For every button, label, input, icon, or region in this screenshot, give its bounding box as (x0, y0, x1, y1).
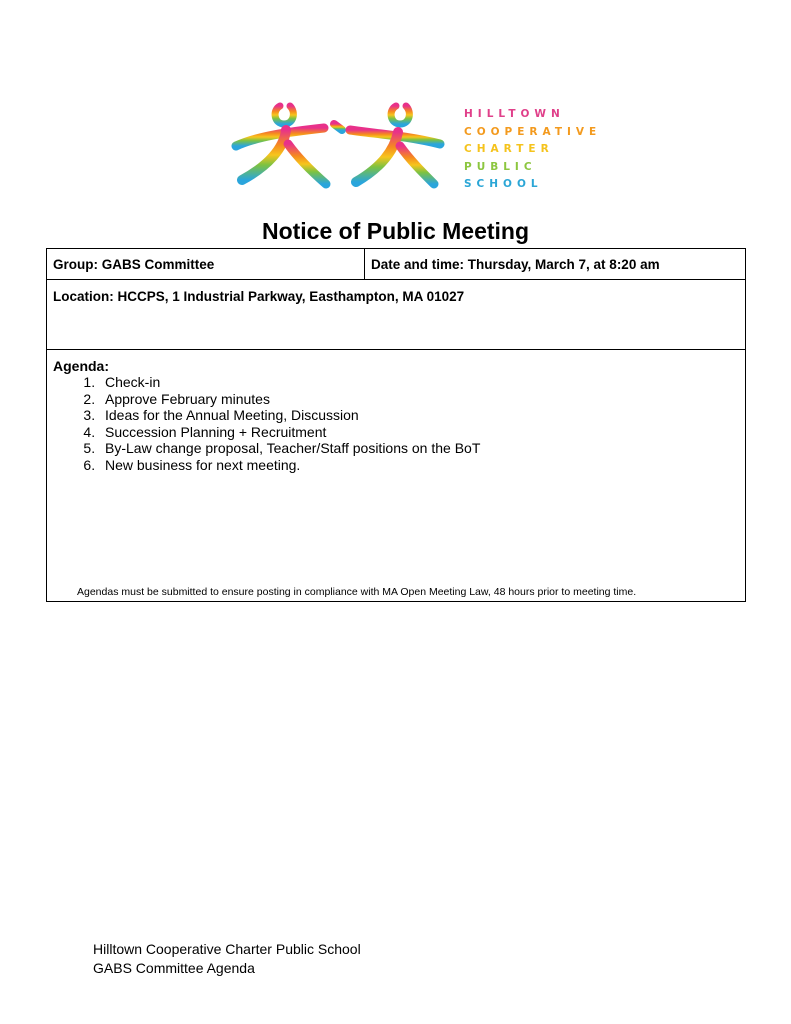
agenda-item: 6. New business for next meeting. (99, 457, 739, 474)
logo-line-public: PUBLIC (464, 160, 537, 173)
logo-wordmark (464, 106, 601, 194)
disclaimer-text: Agendas must be submitted to ensure posting in compliance with MA Open Meeting Law, 48 hours prior to meeting time. (77, 586, 637, 598)
school-logo (228, 100, 602, 192)
page-title: Notice of Public Meeting (261, 218, 530, 244)
group-cell: Group: GABS Committee (47, 249, 365, 280)
agenda-list (53, 374, 739, 473)
agenda-cell (47, 350, 746, 602)
agenda-item: 4. Succession Planning + Recruitment (99, 424, 739, 441)
agenda-item: 2. Approve February minutes (99, 391, 739, 408)
agenda-item: 1. Check-in (99, 374, 739, 391)
logo-line-charter: CHARTER (464, 143, 554, 155)
location-cell: Location: HCCPS, 1 Industrial Parkway, Easthampton, MA 01027 (47, 280, 746, 350)
footer-document-name: GABS Committee Agenda (93, 959, 255, 976)
logo-line-hilltown: HILLTOWN (464, 108, 565, 120)
agenda-item: 5. By-Law change proposal, Teacher/Staff positions on the BoT (99, 440, 739, 457)
logo-figures-graphic (228, 100, 448, 192)
agenda-heading: Agenda: (53, 358, 109, 374)
page-footer (93, 940, 361, 977)
logo-line-school: SCHOOL (464, 178, 543, 190)
footer-school-name: Hilltown Cooperative Charter Public School (93, 941, 361, 957)
date-time-cell: Date and time: Thursday, March 7, at 8:20 am (365, 249, 746, 280)
notice-table (46, 248, 746, 602)
logo-line-cooperative: COOPERATIVE (464, 125, 602, 138)
agenda-item: 3. Ideas for the Annual Meeting, Discussion (99, 407, 739, 424)
